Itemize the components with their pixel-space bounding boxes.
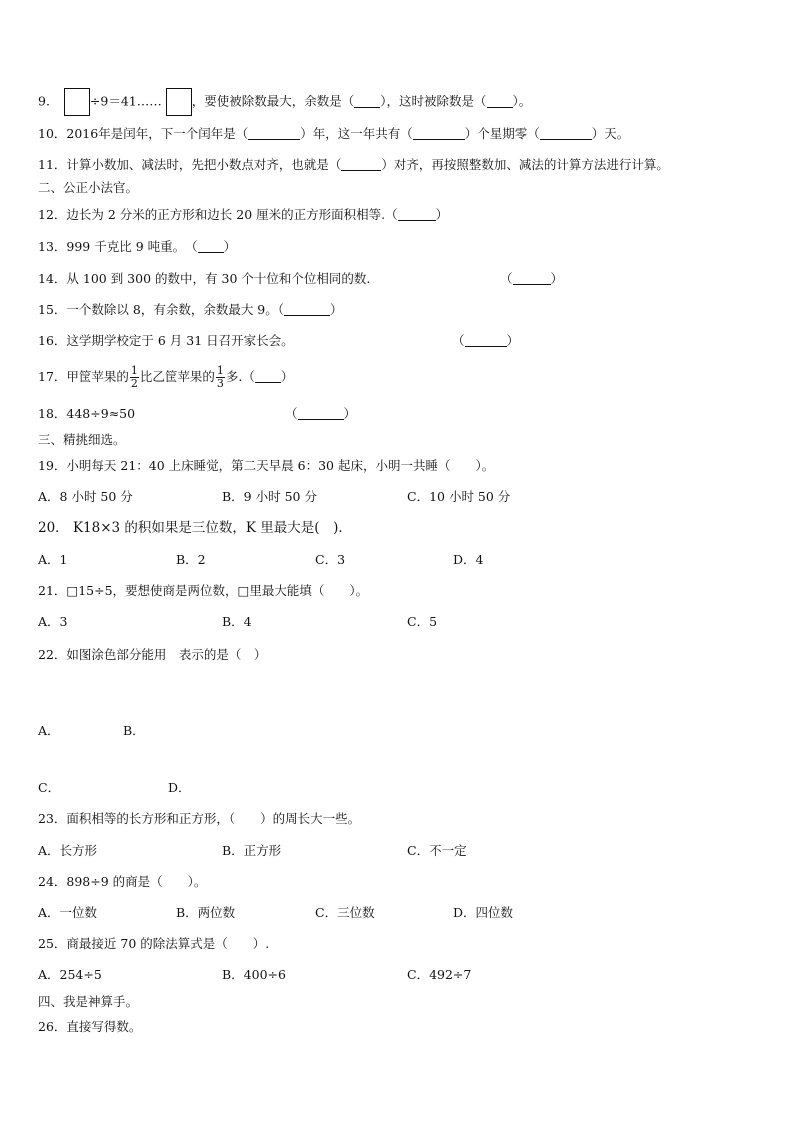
option-a[interactable]: A．3 <box>38 614 68 629</box>
question-text: ）天。 <box>591 126 630 141</box>
question-text: 13．999 千克比 9 吨重。 （ <box>38 239 198 254</box>
option-c[interactable]: C．三位数 <box>315 905 375 920</box>
option-b[interactable]: B．9 小时 50 分 <box>222 489 317 504</box>
paren-close: ） <box>343 406 357 421</box>
question-text: 15．一个数除以 8，有余数，余数最大 9。（ <box>38 302 285 317</box>
option-a[interactable]: A．长方形 <box>38 843 98 858</box>
question-text: 11．计算小数加、减法时，先把小数点对齐，也就是（ <box>38 157 342 172</box>
question-25: 25．商最接近 70 的除法算式是（ ）. <box>38 936 270 951</box>
answer-blank[interactable] <box>465 334 507 347</box>
answer-paren <box>452 333 519 349</box>
option-c[interactable]: C．5 <box>407 614 438 629</box>
option-c[interactable]: C．3 <box>315 552 346 567</box>
question-text: ）。 <box>512 93 532 109</box>
question-number: 9. <box>38 93 50 109</box>
question-14 <box>38 271 370 287</box>
answer-paren <box>285 406 356 422</box>
answer-blank[interactable] <box>248 127 300 140</box>
question-text: 14．从 100 到 300 的数中，有 30 个十位和个位相同的数. <box>38 271 371 286</box>
option-c[interactable]: C．492÷7 <box>407 967 472 982</box>
option-c[interactable]: C．不一定 <box>407 843 467 858</box>
question-text: ，要使被除数最大，余数是（ <box>191 93 355 109</box>
option-d[interactable]: D．4 <box>453 552 484 567</box>
question-9 <box>38 88 531 116</box>
option-b[interactable]: B．2 <box>176 552 206 567</box>
section-4-heading: 四、我是神算手。 <box>38 994 139 1009</box>
paren-open: （ <box>285 406 298 421</box>
option-b[interactable]: B．两位数 <box>176 905 236 920</box>
answer-blank[interactable] <box>513 272 551 285</box>
question-16 <box>38 333 294 349</box>
option-b[interactable]: B．400÷6 <box>222 967 286 982</box>
option-b[interactable]: B．正方形 <box>222 843 282 858</box>
question-text: ），这时被除数是（ <box>380 93 487 109</box>
question-text: 比乙筐苹果的 <box>139 369 215 384</box>
question-text: ） <box>223 239 237 254</box>
question-text: 16．这学期学校定于 6 月 31 日召开家长会。 <box>38 333 294 348</box>
question-18 <box>38 406 135 422</box>
question-11 <box>38 157 669 173</box>
section-3-heading: 三、精挑细选。 <box>38 432 126 447</box>
option-a[interactable]: A．一位数 <box>38 905 98 920</box>
answer-box[interactable] <box>166 88 192 116</box>
answer-blank[interactable] <box>540 127 592 140</box>
answer-blank[interactable] <box>255 370 281 383</box>
question-text: ） <box>280 369 294 384</box>
option-d[interactable]: D．四位数 <box>453 905 514 920</box>
numerator: 1 <box>130 364 138 377</box>
paren-open: （ <box>500 271 513 286</box>
question-22: 22．如图涂色部分能用 表示的是（ ） <box>38 647 267 662</box>
option-c[interactable]: C． <box>38 780 61 795</box>
option-d[interactable]: D． <box>168 780 191 795</box>
question-13 <box>38 239 236 255</box>
numerator: 1 <box>216 364 224 377</box>
answer-blank[interactable] <box>413 127 465 140</box>
denominator: 2 <box>130 377 138 390</box>
paren-open: （ <box>452 333 465 348</box>
question-21: 21．□15÷5，要想使商是两位数，□里最大能填（ ）。 <box>38 583 369 598</box>
answer-blank[interactable] <box>198 240 224 253</box>
answer-blank[interactable] <box>354 95 380 108</box>
question-text: 18．448÷9≈50 <box>38 406 136 421</box>
option-a[interactable]: A． <box>38 723 60 738</box>
question-19: 19．小明每天 21：40 上床睡觉，第二天早晨 6：30 起床，小明一共睡（ ）。 <box>38 458 495 473</box>
answer-blank[interactable] <box>487 95 513 108</box>
answer-blank[interactable] <box>341 158 381 171</box>
option-a[interactable]: A．8 小时 50 分 <box>38 489 133 504</box>
question-text: ÷9＝41…… <box>89 93 162 109</box>
question-text: 10．2016年是闰年，下一个闰年是（ <box>38 126 249 141</box>
question-text: ）年，这一年共有（ <box>300 126 413 141</box>
question-24: 24．898÷9 的商是（ ）。 <box>38 874 207 889</box>
option-c[interactable]: C．10 小时 50 分 <box>407 489 511 504</box>
section-2-heading: 二、公正小法官。 <box>38 180 139 195</box>
answer-blank[interactable] <box>398 208 436 221</box>
question-text: 17．甲筐苹果的 <box>38 369 129 384</box>
fraction <box>216 365 225 390</box>
option-a[interactable]: A．254÷5 <box>38 967 102 982</box>
fraction <box>130 365 139 390</box>
question-text: 多.（ <box>225 369 255 384</box>
question-17 <box>38 362 293 392</box>
answer-box[interactable] <box>64 88 90 116</box>
option-b[interactable]: B．4 <box>222 614 252 629</box>
question-text: ）个星期零（ <box>464 126 540 141</box>
question-text: ）对齐，再按照整数加、减法的计算方法进行计算。 <box>381 157 669 172</box>
question-26: 26．直接写得数。 <box>38 1019 142 1034</box>
answer-paren <box>500 271 563 287</box>
paren-close: ） <box>506 333 520 348</box>
question-text: 12．边长为 2 分米的正方形和边长 20 厘米的正方形面积相等.（ <box>38 207 398 222</box>
denominator: 3 <box>216 377 224 390</box>
answer-blank[interactable] <box>298 407 344 420</box>
question-23: 23．面积相等的长方形和正方形，（ ）的周长大一些。 <box>38 811 361 826</box>
answer-blank[interactable] <box>284 303 330 316</box>
question-12 <box>38 207 448 223</box>
paren-close: ） <box>550 271 564 286</box>
option-a[interactable]: A．1 <box>38 552 68 567</box>
question-text: ） <box>330 302 343 317</box>
question-text: ） <box>435 207 449 222</box>
question-10 <box>38 126 629 142</box>
question-15 <box>38 302 343 318</box>
option-b[interactable]: B． <box>123 723 145 738</box>
question-20: 20． K18×3 的积如果是三位数，K 里最大是( )． <box>38 520 352 536</box>
